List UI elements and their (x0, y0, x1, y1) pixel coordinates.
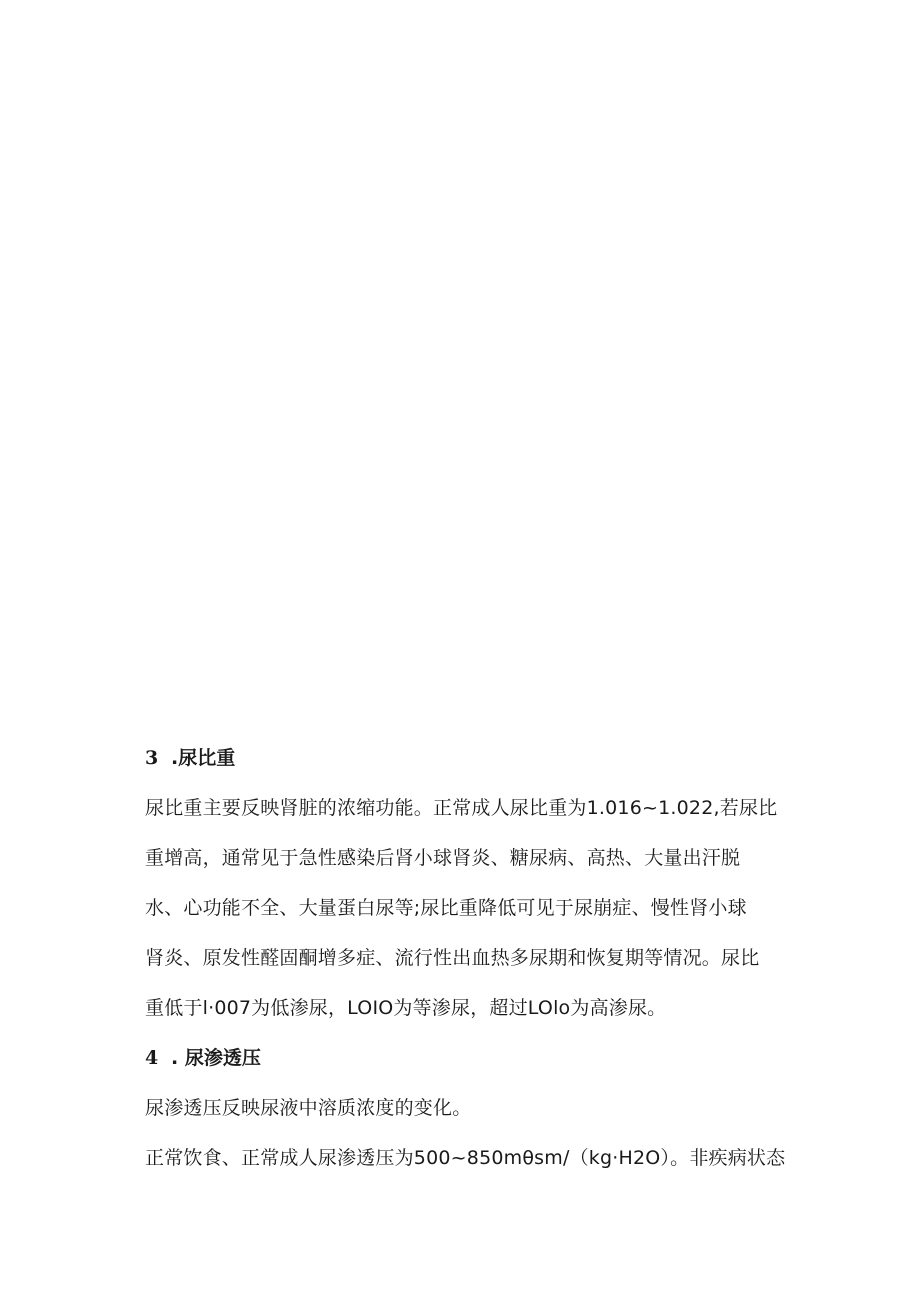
paragraph-line: 水、心功能不全、大量蛋白尿等;尿比重降低可见于尿崩症、慢性肾小球 (145, 897, 747, 919)
paragraph-line: 重低于l·007为低渗尿，LOIO为等渗尿，超过LOlo为高渗尿。 (145, 997, 667, 1019)
section-title: . 尿渗透压 (171, 1047, 261, 1069)
section-number: 4 (145, 1047, 159, 1069)
paragraph-line: 肾炎、原发性醛固酮增多症、流行性出血热多尿期和恢复期等情况。尿比 (145, 947, 760, 969)
paragraph-line: 重增高，通常见于急性感染后肾小球肾炎、糖尿病、高热、大量出汗脱 (145, 847, 741, 869)
paragraph-line: 尿比重主要反映肾脏的浓缩功能。正常成人尿比重为1.016~1.022,若尿比 (145, 797, 778, 819)
section-title: .尿比重 (171, 747, 236, 769)
section-number: 3 (145, 747, 159, 769)
document-body (145, 740, 805, 1176)
section-heading-urine-specific-gravity (145, 740, 805, 776)
paragraph-line: 正常饮食、正常成人尿渗透压为500~850mθsm∕（kg·H2O）。非疾病状态 (145, 1147, 786, 1169)
paragraph-line: 尿渗透压反映尿液中溶质浓度的变化。 (145, 1097, 472, 1119)
section-heading-urine-osmolality (145, 1040, 805, 1076)
